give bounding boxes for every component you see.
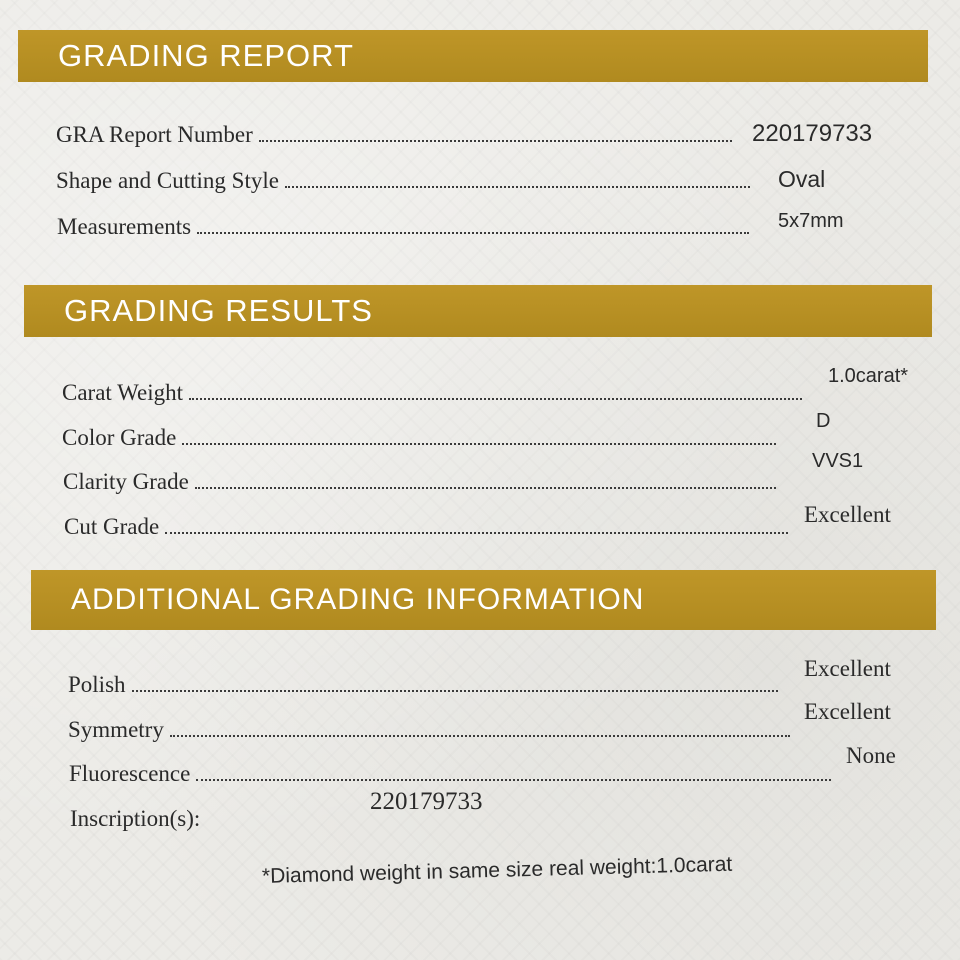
inscription-row [70, 802, 270, 832]
report-number-label: GRA Report Number [56, 122, 253, 147]
measurements-row [57, 210, 749, 240]
grading-results-banner: GRADING RESULTS [24, 285, 932, 337]
leader-dots [196, 779, 831, 781]
inscription-label: Inscription(s): [70, 806, 201, 831]
leader-dots [189, 398, 802, 400]
leader-dots [259, 140, 732, 142]
weight-footnote: *Diamond weight in same size real weight:1.0carat [261, 852, 733, 888]
report-number-value: 220179733 [752, 120, 873, 147]
shape-label: Shape and Cutting Style [56, 168, 279, 193]
clarity-value: VVS1 [812, 450, 864, 472]
symmetry-value: Excellent [804, 699, 891, 724]
leader-dots [285, 186, 750, 188]
clarity-row [63, 465, 776, 495]
cut-row [64, 510, 788, 540]
measurements-value: 5x7mm [778, 210, 844, 232]
carat-value: 1.0carat* [828, 365, 909, 387]
shape-row [56, 164, 750, 194]
fluorescence-value: None [846, 743, 896, 768]
fluorescence-label: Fluorescence [69, 761, 191, 786]
leader-dots [197, 232, 749, 234]
clarity-label: Clarity Grade [63, 469, 189, 494]
leader-dots [170, 735, 790, 737]
leader-dots [182, 443, 776, 445]
measurements-label: Measurements [57, 214, 192, 239]
color-label: Color Grade [62, 425, 177, 450]
polish-row [68, 668, 778, 698]
color-row [62, 421, 776, 451]
carat-label: Carat Weight [62, 380, 183, 405]
cut-label: Cut Grade [64, 514, 160, 539]
leader-dots [132, 690, 778, 692]
cut-value: Excellent [804, 502, 891, 527]
report-number-row [56, 118, 732, 148]
symmetry-row [68, 713, 790, 743]
symmetry-label: Symmetry [68, 717, 164, 742]
shape-value: Oval [778, 166, 826, 192]
polish-label: Polish [68, 672, 126, 697]
polish-value: Excellent [804, 656, 891, 681]
inscription-value: 220179733 [370, 788, 483, 815]
additional-info-banner: ADDITIONAL GRADING INFORMATION [31, 570, 936, 630]
fluorescence-row [69, 757, 831, 787]
color-value: D [816, 410, 831, 432]
leader-dots [195, 487, 776, 489]
grading-report-banner: GRADING REPORT [18, 30, 928, 82]
carat-row [62, 376, 802, 406]
leader-dots [165, 532, 788, 534]
